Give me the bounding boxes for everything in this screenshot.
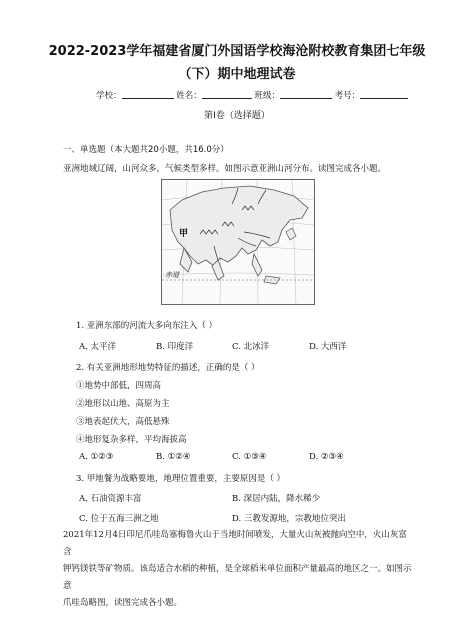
question-1-stem: 1. 亚洲东部的河流大多向东注入（ ） (76, 321, 218, 331)
class-blank[interactable] (280, 89, 332, 99)
q2-option-c[interactable]: C. ①③④ (232, 452, 267, 462)
exam-number-label: 考号： (334, 91, 361, 101)
q1-option-d[interactable]: D. 大西洋 (309, 342, 347, 352)
passage-line-2: 钾钙镁铁等矿物质。该岛适合水稻的种植，是全球稻米单位面积产量最高的地区之一。如图示意 (63, 564, 412, 591)
asia-map-drawing (162, 180, 314, 304)
map-label-jia: 甲 (179, 229, 189, 239)
q1-option-c[interactable]: C. 北冰洋 (232, 342, 270, 352)
map-label-equator: 赤道 (165, 271, 179, 279)
q2-item-4: ④地形复杂多样，平均海拔高 (76, 435, 187, 445)
name-label: 姓名： (176, 91, 202, 101)
question-2-stem: 2. 有关亚洲地形地势特征的描述，正确的是（ ） (76, 363, 260, 373)
exam-number-blank[interactable] (360, 89, 408, 99)
class-label: 班级： (254, 91, 280, 101)
q3-option-a[interactable]: A. 石油资源丰富 (79, 494, 142, 504)
q2-option-d[interactable]: D. ②③④ (309, 452, 344, 462)
passage-line-3: 爪哇岛略图，读图完成各小题。 (63, 598, 183, 608)
q2-item-3: ③地表起伏大，高低悬殊 (76, 417, 170, 427)
q3-option-b[interactable]: B. 深居内陆，降水稀少 (232, 494, 321, 504)
question-3-stem: 3. 甲地餐为战略要地，地理位置重要，主要原因是（ ） (76, 474, 286, 484)
q2-item-1: ①地势中部低，四周高 (76, 381, 162, 391)
passage-line-1: 2021年12月4日印尼爪哇岛塞梅鲁火山于当地时间喷发，大量火山灰被抛向空中，火山灰富含 (63, 530, 407, 557)
passage-text (63, 527, 415, 612)
student-info-row (96, 89, 408, 101)
map-intro-text: 亚洲地域辽阔，山河众多，气候类型多样。如图示意亚洲山河分布。读图完成各小题。 (63, 164, 387, 174)
exam-title-line2: （下）期中地理试卷 (178, 67, 296, 82)
name-blank[interactable] (202, 89, 252, 99)
school-blank[interactable] (122, 89, 174, 99)
q3-option-d[interactable]: D. 三教发源地，宗教地位突出 (232, 514, 346, 524)
q3-option-c[interactable]: C. 位于五海三洲之地 (79, 514, 159, 524)
q1-option-a[interactable]: A. 太平洋 (79, 342, 117, 352)
asia-map (161, 179, 315, 305)
q2-option-a[interactable]: A. ①②③ (79, 452, 114, 462)
exam-title-line1: 2022-2023学年福建省厦门外国语学校海沧附校教育集团七年级 (48, 44, 426, 59)
q2-option-b[interactable]: B. ①②④ (156, 452, 191, 462)
q1-option-b[interactable]: B. 印度洋 (156, 342, 194, 352)
school-label: 学校： (96, 91, 122, 101)
volume-heading: 第I卷（选择题） (204, 111, 270, 121)
section-heading: 一、单选题（本大题共20小题，共16.0分） (63, 145, 229, 155)
q2-item-2: ②地形以山地、高原为主 (76, 399, 170, 409)
